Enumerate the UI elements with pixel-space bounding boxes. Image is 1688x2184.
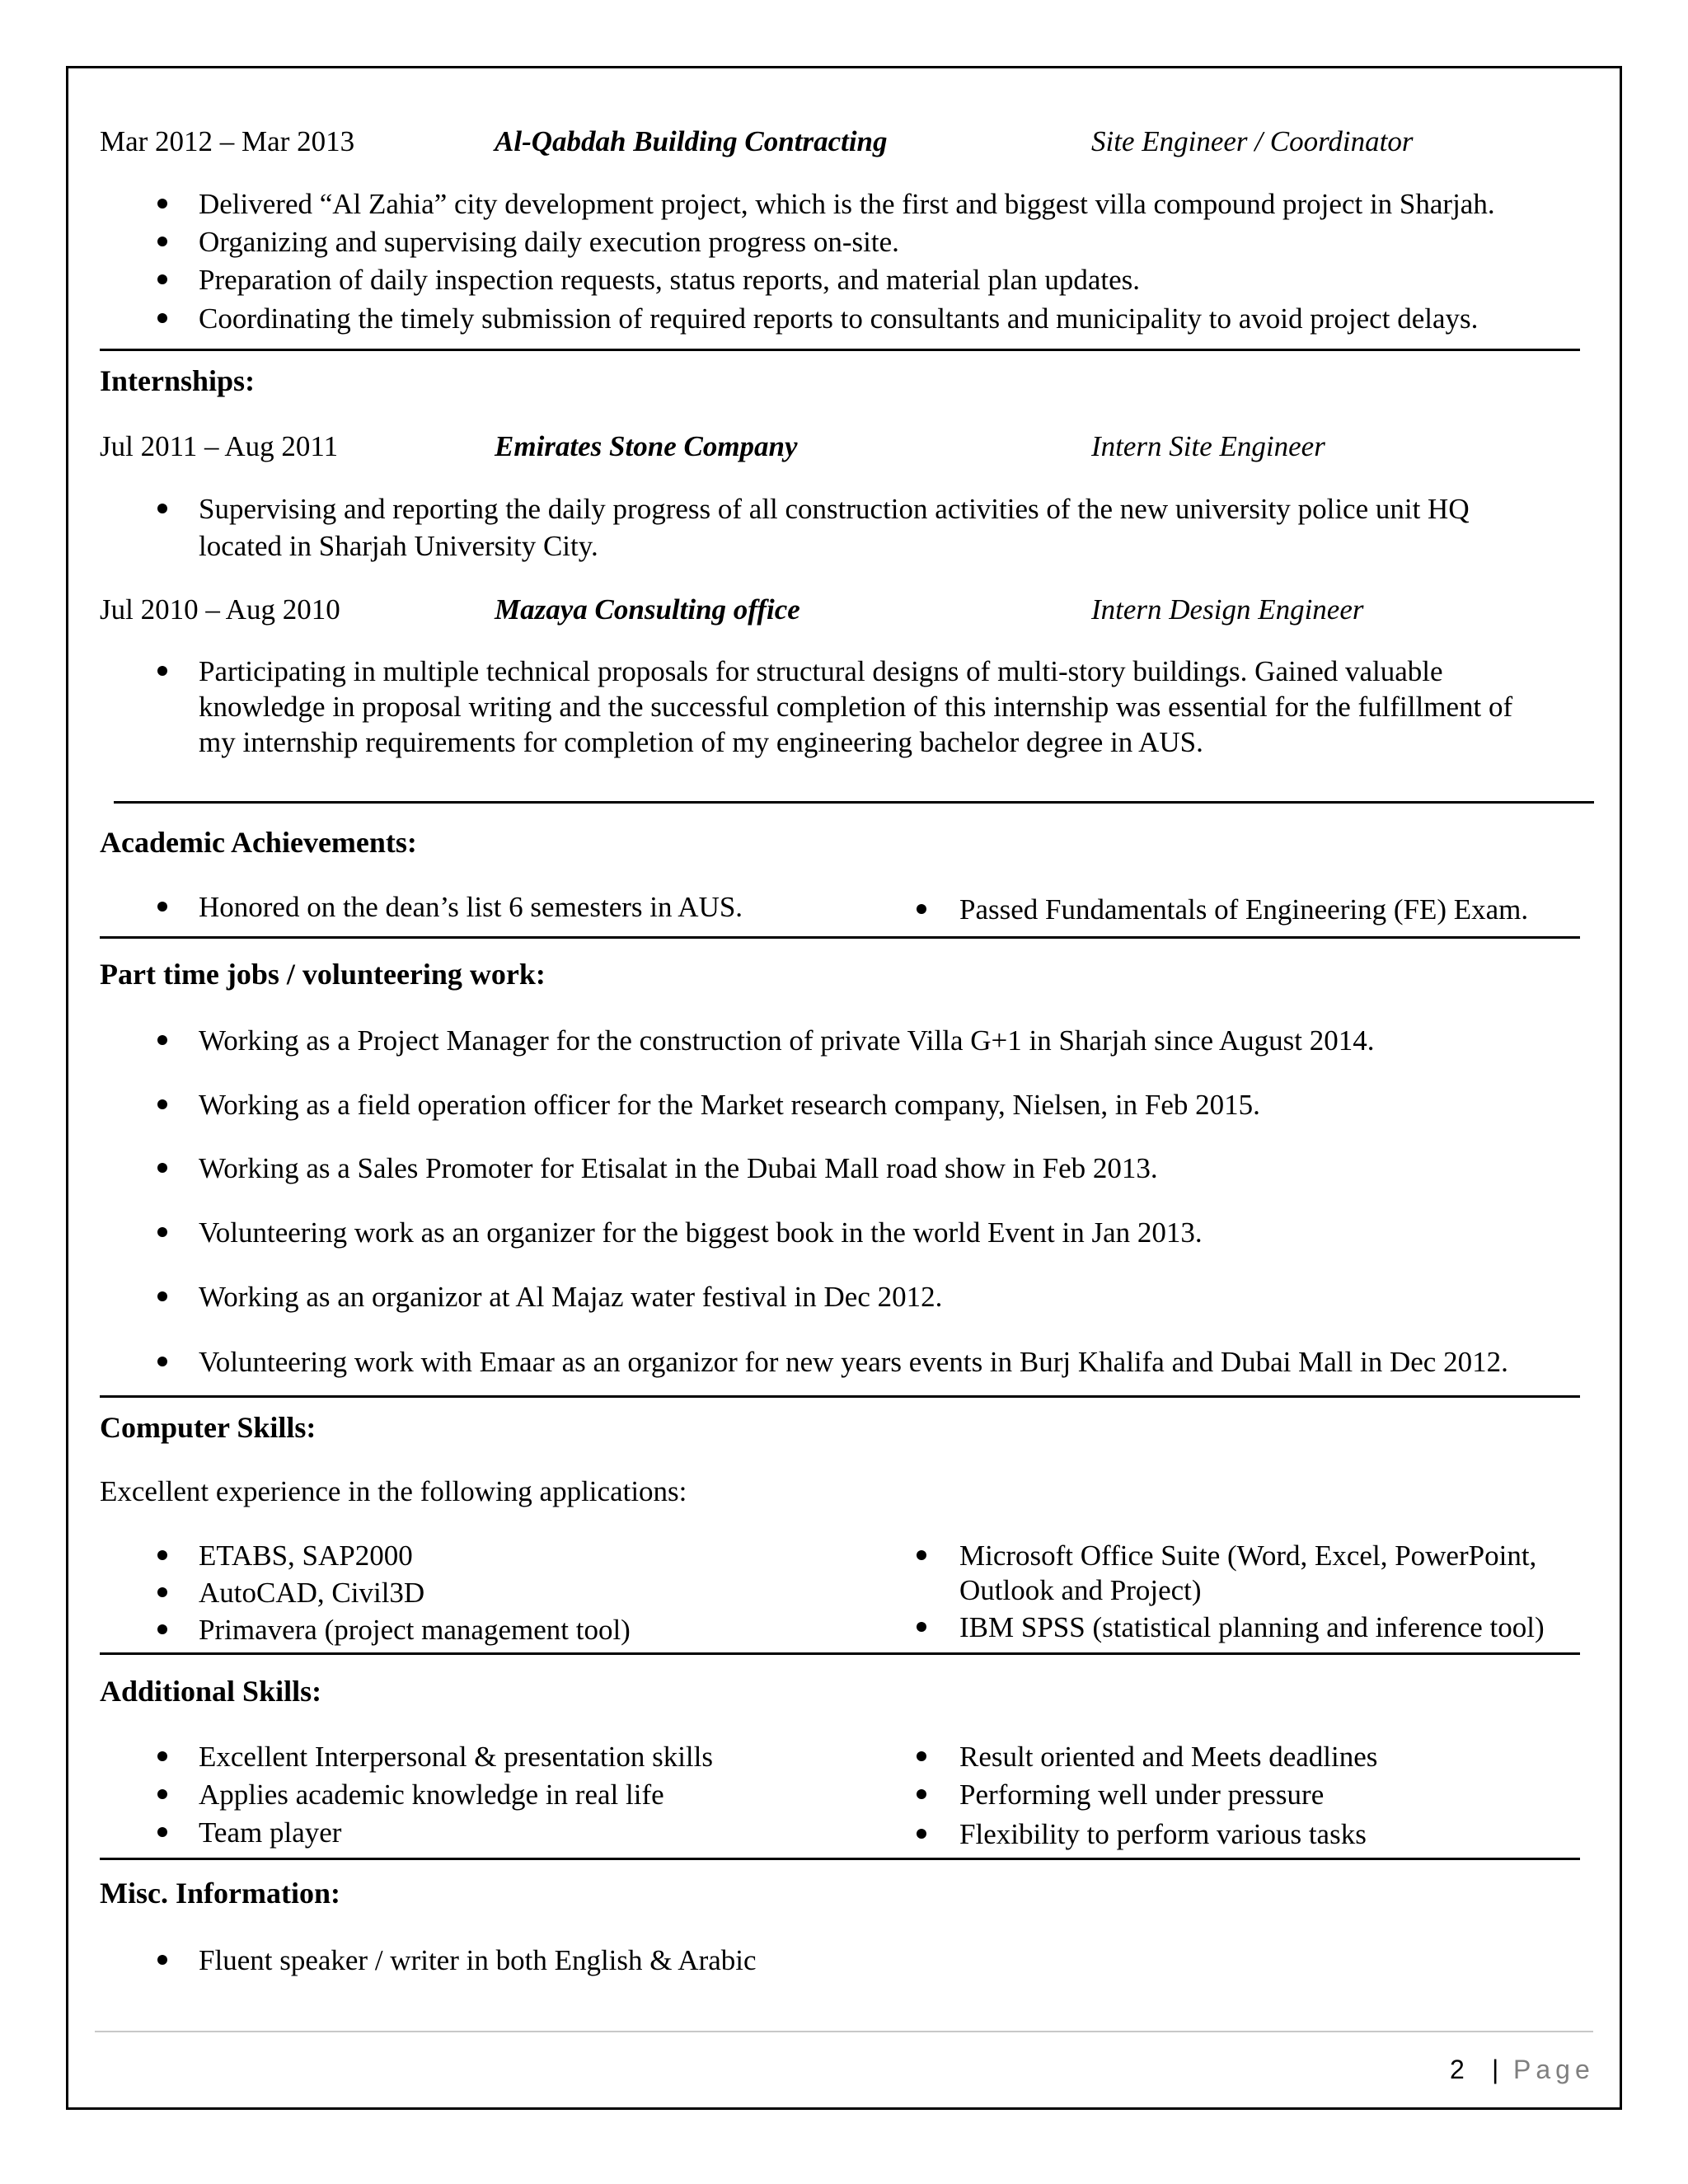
academic-item-right: Passed Fundamentals of Engineering (FE) Exam. xyxy=(959,893,1529,926)
bullet-dot xyxy=(917,1751,926,1761)
section-divider xyxy=(100,936,1580,939)
additional-left-1: Excellent Interpersonal & presentation skills xyxy=(199,1741,713,1773)
job-bullet-1: Delivered “Al Zahia” city development project, which is the first and biggest villa compound project in Sharjah. xyxy=(199,188,1495,220)
bullet-dot xyxy=(157,504,167,513)
internships-heading: Internships: xyxy=(100,364,256,397)
parttime-item-6: Volunteering work with Emaar as an organizor for new years events in Burj Khalifa and Dubai Mall in Dec 2012. xyxy=(199,1346,1508,1378)
section-divider xyxy=(100,1858,1580,1860)
internship-2-role: Intern Design Engineer xyxy=(1091,593,1364,626)
computer-right-1-line-2: Outlook and Project) xyxy=(959,1574,1202,1606)
computer-left-1: ETABS, SAP2000 xyxy=(199,1540,413,1572)
job-role: Site Engineer / Coordinator xyxy=(1091,125,1414,157)
bullet-dot xyxy=(157,1357,167,1366)
internship-1-bullet-line-1: Supervising and reporting the daily progress of all construction activities of the new university police unit HQ xyxy=(199,493,1470,525)
bullet-dot xyxy=(157,1163,167,1173)
page-label: Page xyxy=(1513,2055,1595,2084)
bullet-dot xyxy=(157,1624,167,1634)
internship-2-company: Mazaya Consulting office xyxy=(495,593,800,626)
computer-intro: Excellent experience in the following applications: xyxy=(100,1475,687,1507)
internship-1-role: Intern Site Engineer xyxy=(1091,430,1325,462)
additional-left-2: Applies academic knowledge in real life xyxy=(199,1779,664,1811)
internship-2-bullet-line-1: Participating in multiple technical proposals for structural designs of multi-story buildings. Gained valuable xyxy=(199,655,1443,687)
bullet-dot xyxy=(157,1291,167,1301)
bullet-dot xyxy=(157,199,167,209)
additional-left-3: Team player xyxy=(199,1816,342,1849)
parttime-item-3: Working as a Sales Promoter for Etisalat in the Dubai Mall road show in Feb 2013. xyxy=(199,1152,1158,1184)
additional-right-3: Flexibility to perform various tasks xyxy=(959,1818,1367,1850)
misc-item-1: Fluent speaker / writer in both English & Arabic xyxy=(199,1944,757,1976)
internship-2-bullet-line-3: my internship requirements for completion of my engineering bachelor degree in AUS. xyxy=(199,726,1203,758)
bullet-dot xyxy=(157,1550,167,1560)
bullet-dot xyxy=(157,1955,167,1965)
bullet-dot xyxy=(157,1587,167,1597)
computer-heading: Computer Skills: xyxy=(100,1411,316,1444)
computer-left-3: Primavera (project management tool) xyxy=(199,1614,631,1646)
bullet-dot xyxy=(157,666,167,676)
bullet-dot xyxy=(157,902,167,912)
bullet-dot xyxy=(917,1550,926,1560)
section-divider xyxy=(100,349,1580,351)
footer-separator: | xyxy=(1492,2055,1499,2084)
academic-item-left: Honored on the dean’s list 6 semesters in AUS. xyxy=(199,891,743,923)
computer-right-2: IBM SPSS (statistical planning and inference tool) xyxy=(959,1611,1545,1643)
section-divider xyxy=(114,801,1594,804)
computer-right-1-line-1: Microsoft Office Suite (Word, Excel, PowerPoint, xyxy=(959,1540,1537,1572)
internship-2-dates: Jul 2010 – Aug 2010 xyxy=(100,593,340,626)
misc-heading: Misc. Information: xyxy=(100,1877,340,1910)
job-bullet-3: Preparation of daily inspection requests, status reports, and material plan updates. xyxy=(199,264,1141,296)
bullet-dot xyxy=(157,1099,167,1109)
parttime-item-1: Working as a Project Manager for the construction of private Villa G+1 in Sharjah since August 2014. xyxy=(199,1024,1375,1057)
academic-heading: Academic Achievements: xyxy=(100,826,417,859)
footer-divider xyxy=(95,2031,1593,2032)
internship-2-bullet-line-2: knowledge in proposal writing and the successful completion of this internship was essential for the fulfillment of xyxy=(199,691,1513,723)
additional-right-2: Performing well under pressure xyxy=(959,1779,1325,1811)
bullet-dot xyxy=(157,1789,167,1799)
parttime-item-4: Volunteering work as an organizer for the biggest book in the world Event in Jan 2013. xyxy=(199,1216,1203,1249)
internship-1-company: Emirates Stone Company xyxy=(495,430,798,462)
bullet-dot xyxy=(157,1827,167,1837)
job-bullet-4: Coordinating the timely submission of required reports to consultants and municipality to avoid project delays. xyxy=(199,302,1479,335)
job-bullet-2: Organizing and supervising daily execution progress on-site. xyxy=(199,226,899,258)
bullet-dot xyxy=(157,1035,167,1045)
internship-1-dates: Jul 2011 – Aug 2011 xyxy=(100,430,339,462)
page-number: 2 xyxy=(1450,2055,1465,2084)
section-divider xyxy=(100,1395,1580,1398)
bullet-dot xyxy=(157,1751,167,1761)
bullet-dot xyxy=(917,1622,926,1632)
additional-heading: Additional Skills: xyxy=(100,1675,322,1708)
job-company: Al-Qabdah Building Contracting xyxy=(495,125,888,157)
bullet-dot xyxy=(157,313,167,323)
parttime-heading: Part time jobs / volunteering work: xyxy=(100,958,546,991)
job-dates: Mar 2012 – Mar 2013 xyxy=(100,125,355,157)
parttime-item-2: Working as a field operation officer for the Market research company, Nielsen, in Feb 2015. xyxy=(199,1089,1260,1121)
bullet-dot xyxy=(157,1227,167,1237)
computer-left-2: AutoCAD, Civil3D xyxy=(199,1577,425,1609)
internship-1-bullet-line-2: located in Sharjah University City. xyxy=(199,530,598,562)
parttime-item-5: Working as an organizor at Al Majaz water festival in Dec 2012. xyxy=(199,1281,943,1313)
bullet-dot xyxy=(157,237,167,246)
bullet-dot xyxy=(917,1789,926,1799)
section-divider xyxy=(100,1652,1580,1655)
bullet-dot xyxy=(917,1829,926,1839)
bullet-dot xyxy=(917,904,926,914)
bullet-dot xyxy=(157,274,167,284)
additional-right-1: Result oriented and Meets deadlines xyxy=(959,1741,1378,1773)
